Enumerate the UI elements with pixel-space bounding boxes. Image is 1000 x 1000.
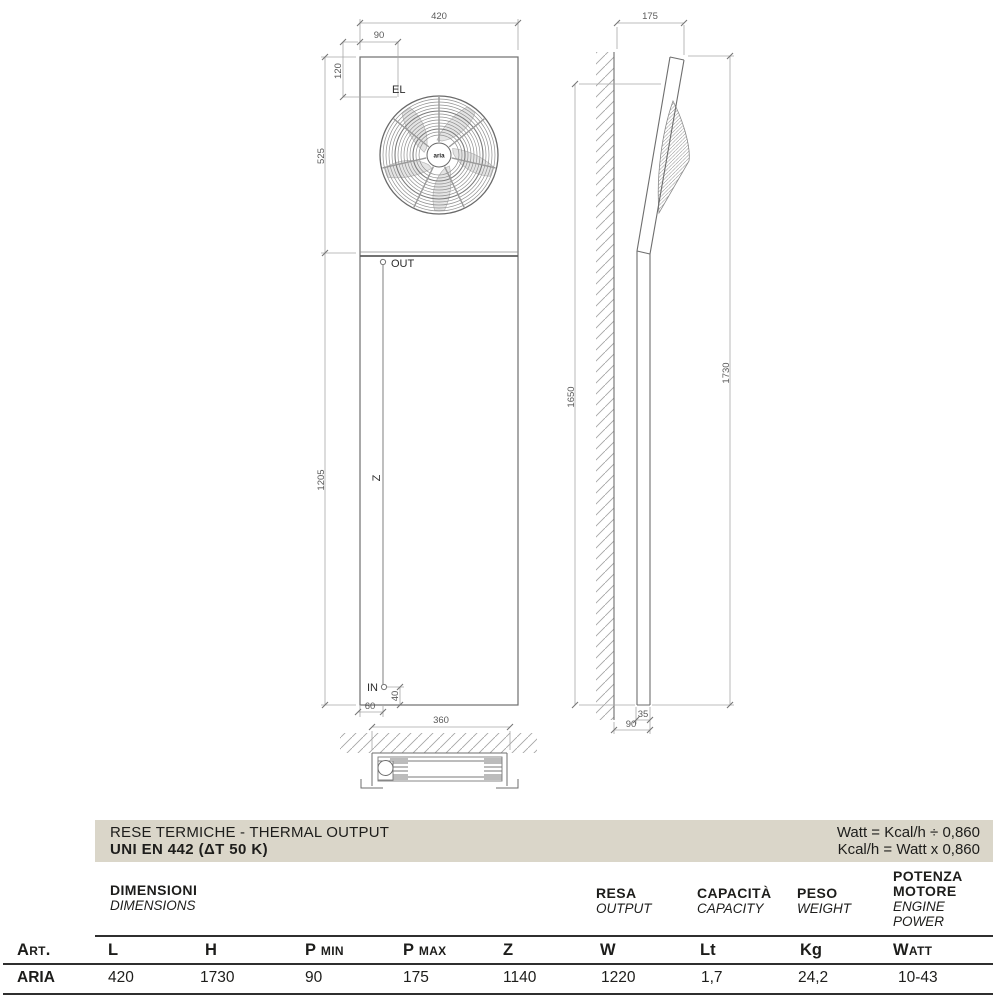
dim-el-y: 120 [333, 63, 344, 79]
aria-logo: aria [433, 152, 445, 160]
row-value-l: 420 [108, 969, 134, 986]
dim-depth-bottom: 90 [625, 719, 637, 730]
group-header-dimensions-en: DIMENSIONS [110, 898, 196, 913]
group-header-engine-power-en: ENGINE POWER [893, 899, 945, 929]
valve-detail [378, 761, 393, 776]
row-value-z: 1140 [503, 969, 537, 986]
in-connection-point [381, 684, 386, 689]
row-value-pmax: 175 [403, 969, 429, 986]
dim-in-height: 40 [390, 690, 401, 702]
group-header-capacity [697, 886, 772, 916]
table-rule-middle [3, 963, 993, 965]
dim-width: 420 [431, 11, 447, 22]
dim-bracket: 360 [433, 715, 449, 726]
column-header-h: H [205, 941, 217, 959]
fan-grille [380, 96, 498, 215]
row-value-w: 1220 [601, 969, 636, 986]
row-value-pmin: 90 [305, 969, 323, 986]
floor-bracket-detail [361, 753, 518, 788]
group-header-weight [797, 886, 851, 916]
dim-body-thickness: 35 [637, 709, 649, 720]
thermal-output-band [95, 820, 993, 862]
column-header-watt: Watt [893, 941, 933, 959]
formula-watt: Watt = Kcal/h ÷ 0,860 [836, 824, 980, 841]
dim-body: 1205 [316, 469, 327, 491]
dim-fan-panel: 525 [316, 148, 327, 164]
label-in: IN [367, 682, 378, 694]
dim-total-height: 1730 [721, 362, 732, 384]
column-header-z: Z [503, 941, 514, 959]
group-header-dimensions-it: DIMENSIONI [110, 882, 198, 898]
dim-el-x: 90 [373, 30, 385, 41]
table-rule-top [95, 935, 993, 937]
formula-kcal: Kcal/h = Watt x 0,860 [837, 841, 980, 858]
group-header-engine-power [893, 869, 997, 929]
group-header-capacity-it: CAPACITÀ [697, 885, 772, 901]
dim-wall-height: 1650 [566, 386, 577, 408]
row-value-kg: 24,2 [798, 969, 829, 986]
conversion-formulas [837, 825, 980, 857]
label-out: OUT [391, 258, 415, 270]
group-header-output [596, 886, 652, 916]
table-rule-bottom [3, 993, 993, 995]
group-header-dimensions [110, 883, 197, 913]
group-header-weight-it: PESO [797, 885, 838, 901]
label-z: Z [371, 474, 383, 482]
row-value-watt: 10-43 [898, 969, 938, 986]
column-header-pmin: P min [305, 941, 344, 959]
label-el: EL [392, 84, 406, 96]
row-art-name: ARIA [17, 969, 55, 986]
dim-in-offset: 60 [364, 701, 376, 712]
column-header-l: L [108, 941, 119, 959]
group-header-output-it: RESA [596, 885, 637, 901]
wall-hatch [596, 52, 614, 720]
column-header-w: W [600, 941, 616, 959]
side-view [566, 11, 734, 734]
group-header-capacity-en: CAPACITY [697, 901, 764, 916]
group-header-engine-power-it: POTENZA MOTORE [893, 868, 963, 899]
thermal-output-title-line1: RESE TERMICHE - THERMAL OUTPUT [110, 824, 390, 841]
thermal-output-title [110, 825, 389, 857]
thermal-output-title-line2: UNI EN 442 (ΔT 50 K) [110, 841, 268, 858]
front-view [316, 11, 537, 788]
group-header-weight-en: WEIGHT [797, 901, 851, 916]
floor-hatch [340, 733, 537, 753]
column-header-lt: Lt [700, 941, 716, 959]
group-header-output-en: OUTPUT [596, 901, 652, 916]
out-connection-point [380, 259, 385, 264]
row-value-h: 1730 [200, 969, 235, 986]
dim-depth-top: 175 [642, 11, 658, 22]
column-header-art: Art. [17, 941, 51, 959]
column-header-pmax: P max [403, 941, 447, 959]
row-value-lt: 1,7 [701, 969, 723, 986]
column-header-kg: Kg [800, 941, 822, 959]
